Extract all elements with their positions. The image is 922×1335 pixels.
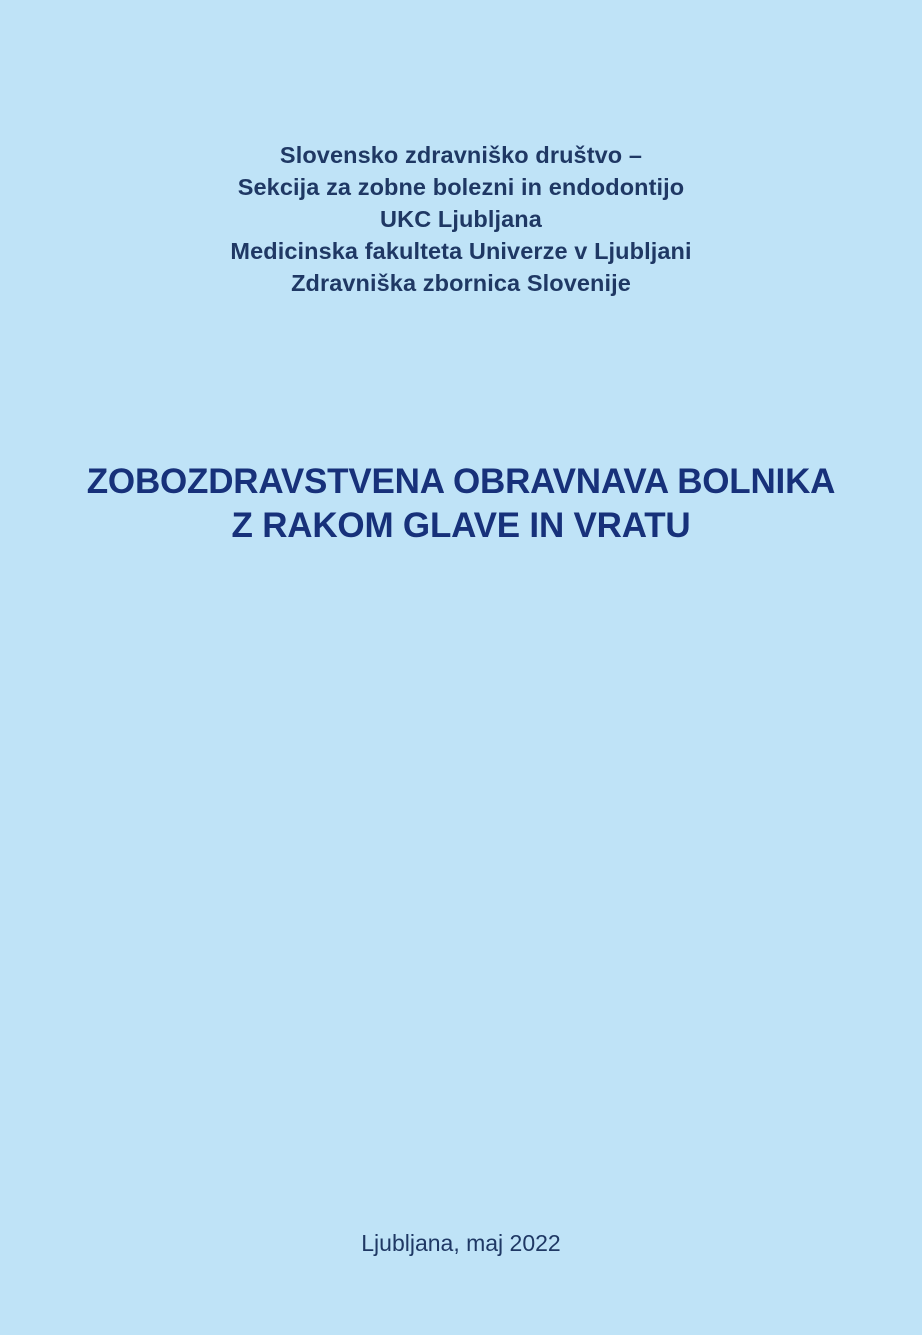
- organizer-line-5: Zdravniška zbornica Slovenije: [291, 269, 631, 296]
- organizer-line-1: Slovensko zdravniško društvo –: [279, 142, 643, 168]
- organizers-block: [81, 140, 841, 300]
- organizer-line-4: Medicinska fakulteta Univerze v Ljubljani: [230, 237, 692, 264]
- page-title: [51, 460, 871, 548]
- page-title-line-2: Z RAKOM GLAVE IN VRATU: [231, 505, 691, 545]
- place-and-date: Ljubljana, maj 2022: [361, 1230, 561, 1256]
- organizer-line-2: Sekcija za zobne bolezni in endodontijo: [237, 173, 685, 200]
- page-title-line-1: ZOBOZDRAVSTVENA OBRAVNAVA BOLNIKA: [86, 461, 836, 501]
- organizer-line-3: UKC Ljubljana: [380, 205, 542, 232]
